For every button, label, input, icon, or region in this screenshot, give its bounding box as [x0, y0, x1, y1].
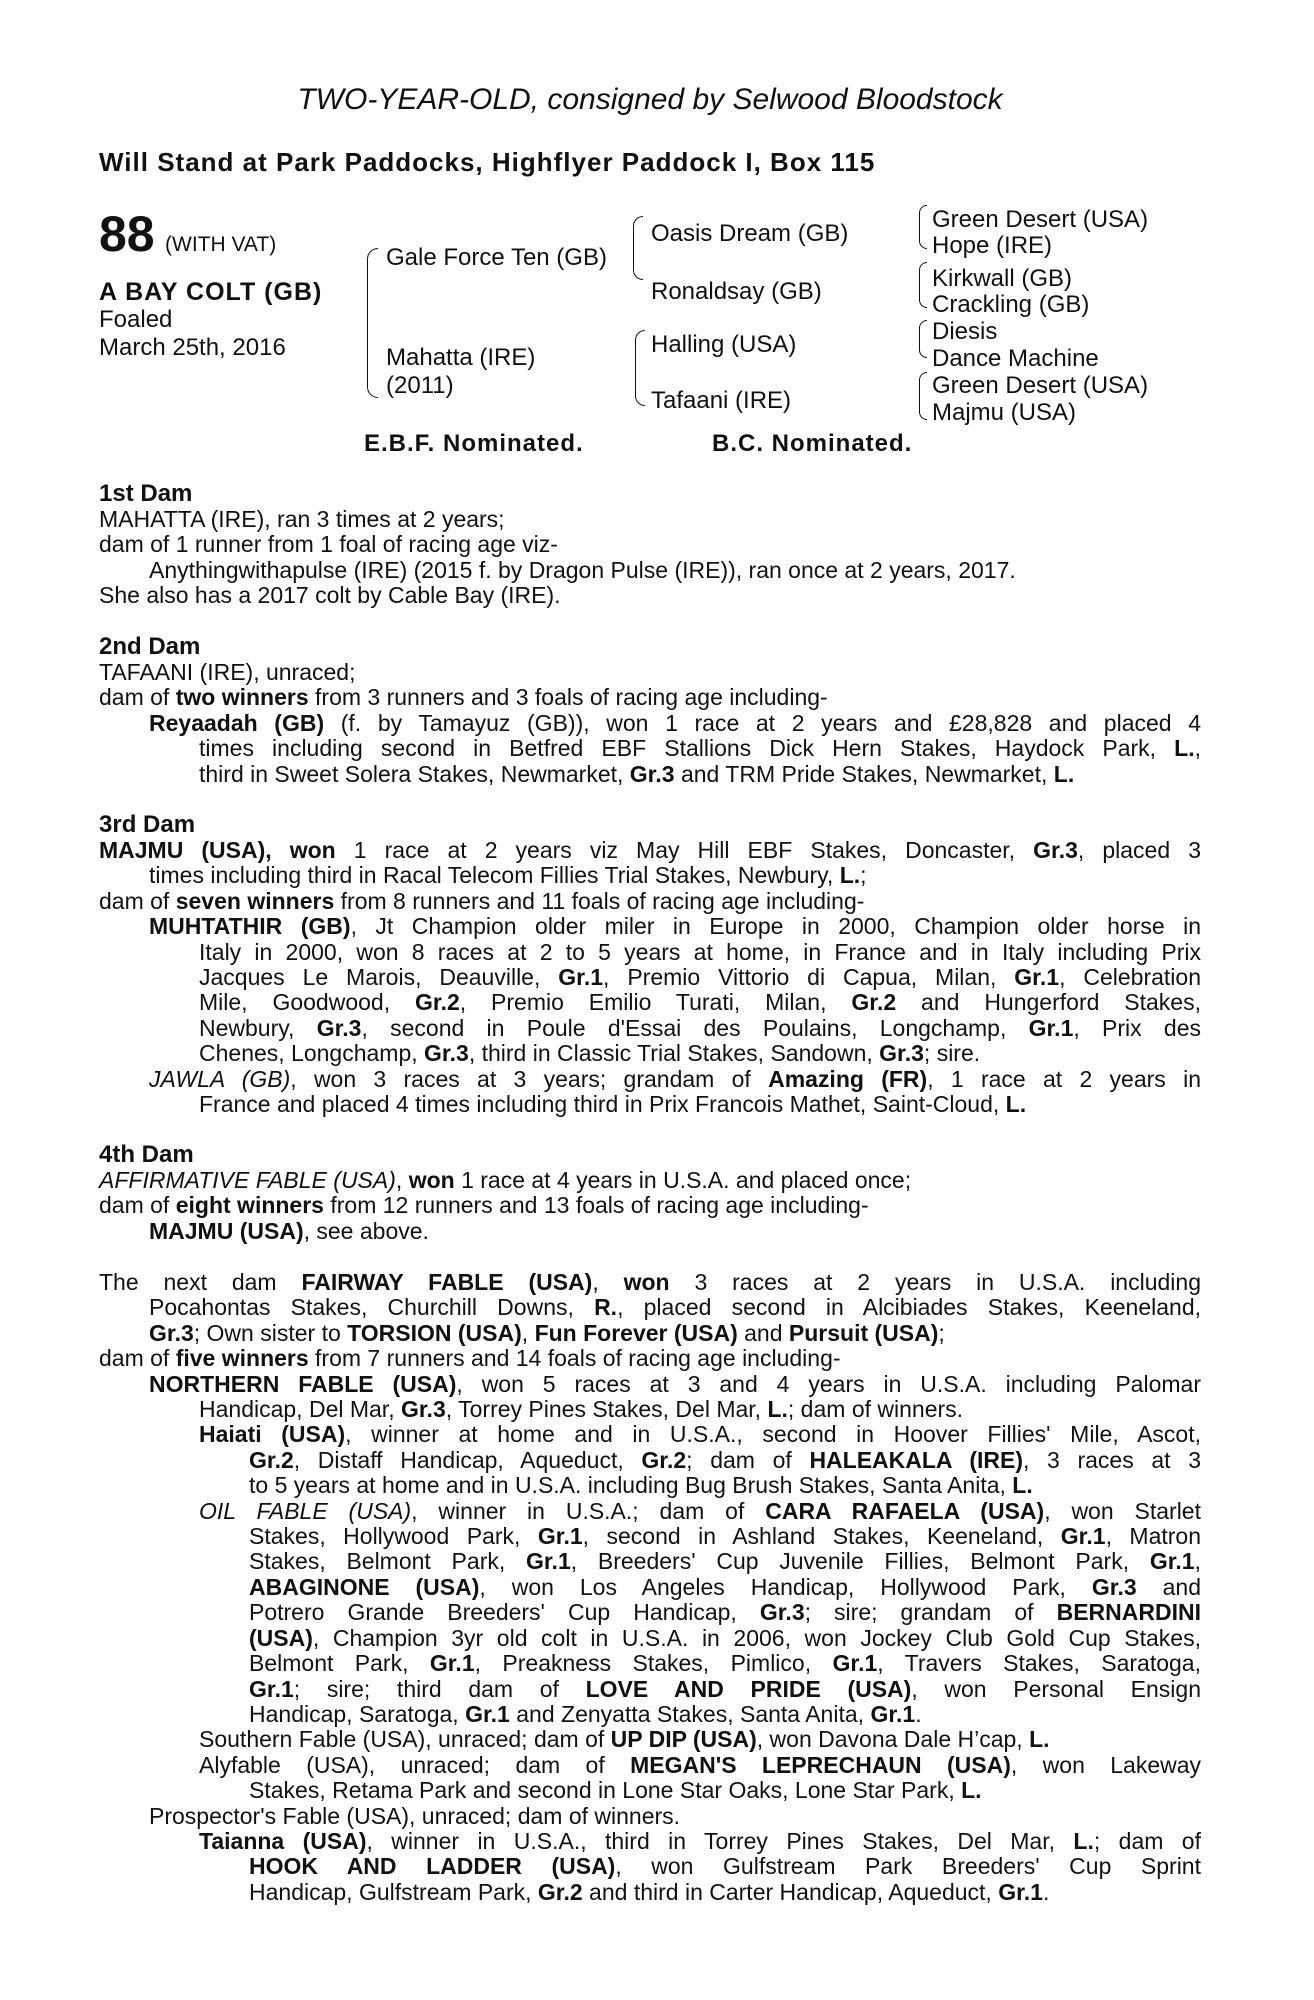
foaled-label: Foaled — [99, 306, 173, 333]
next-dam-section — [99, 1270, 1201, 1905]
lot-number: 88 — [99, 206, 155, 262]
lot-vat: (WITH VAT) — [165, 233, 277, 256]
pedigree-bracket-g1 — [919, 205, 927, 249]
pedigree-bracket-dam — [635, 330, 645, 406]
third-dam-produce: Newbury, Gr.3, second in Poule d'Essai des Poulains, Longchamp, Gr.1, Prix des — [199, 1014, 1201, 1041]
fourth-dam-heading: 4th Dam — [99, 1141, 194, 1168]
next-dam-line: Pocahontas Stakes, Churchill Downs, R., placed second in Alcibiades Stakes, Keeneland, — [149, 1294, 1201, 1321]
next-dam-produce: NORTHERN FABLE (USA), won 5 races at 3 and 4 years in U.S.A. including Palomar — [149, 1370, 1201, 1397]
page-title: TWO-YEAR-OLD, consigned by Selwood Bloodstock — [297, 83, 1003, 116]
pedigree-g8: Majmu (USA) — [932, 399, 1077, 426]
first-dam-line: MAHATTA (IRE), ran 3 times at 2 years; — [99, 506, 505, 532]
pedigree-g5: Diesis — [932, 318, 998, 345]
next-dam-produce: Southern Fable (USA), unraced; dam of UP DIP (USA), won Davona Dale H’cap, L. — [199, 1726, 1050, 1753]
next-dam-produce: (USA), Champion 3yr old colt in U.S.A. in 2006, won Jockey Club Gold Cup Stakes, — [249, 1624, 1201, 1651]
second-dam-line: TAFAANI (IRE), unraced; — [99, 659, 356, 685]
first-dam-line: dam of 1 runner from 1 foal of racing age viz- — [99, 531, 558, 558]
bc-nominated: B.C. Nominated. — [712, 430, 913, 457]
third-dam-produce: France and placed 4 times including third in Prix Francois Mathet, Saint-Cloud, L. — [199, 1091, 1027, 1118]
pedigree-bracket-main — [367, 248, 378, 398]
next-dam-produce: Gr.1; sire; third dam of LOVE AND PRIDE (USA), won Personal Ensign — [249, 1675, 1201, 1702]
second-dam-produce: Reyaadah (GB) (f. by Tamayuz (GB)), won 1 race at 2 years and £28,828 and placed 4 — [149, 709, 1201, 736]
next-dam-produce: Gr.2, Distaff Handicap, Aqueduct, Gr.2; dam of HALEAKALA (IRE), 3 races at 3 — [249, 1446, 1201, 1473]
third-dam-produce: MUHTATHIR (GB), Jt Champion older miler in Europe in 2000, Champion older horse in — [149, 913, 1201, 940]
third-dam-heading: 3rd Dam — [99, 811, 196, 838]
first-dam-heading: 1st Dam — [99, 480, 193, 507]
pedigree-dam-year: (2011) — [386, 372, 454, 399]
third-dam-produce: JAWLA (GB), won 3 races at 3 years; grandam of Amazing (FR), 1 race at 2 years in — [149, 1065, 1201, 1092]
pedigree-bracket-g4 — [919, 372, 927, 420]
stand-location: Will Stand at Park Paddocks, Highflyer Paddock I, Box 115 — [99, 147, 876, 177]
pedigree-g4: Crackling (GB) — [932, 291, 1090, 318]
pedigree-g6: Dance Machine — [932, 345, 1099, 372]
pedigree-sire: Gale Force Ten (GB) — [386, 244, 607, 271]
next-dam-produce: Alyfable (USA), unraced; dam of MEGAN'S LEPRECHAUN (USA), won Lakeway — [199, 1751, 1202, 1778]
horse-name: A BAY COLT (GB) — [99, 278, 323, 306]
first-dam-section — [99, 481, 1201, 609]
next-dam-produce: to 5 years at home and in U.S.A. including Bug Brush Stakes, Santa Anita, L. — [249, 1472, 1033, 1499]
next-dam-produce: Stakes, Hollywood Park, Gr.1, second in Ashland Stakes, Keeneland, Gr.1, Matron — [249, 1523, 1201, 1550]
pedigree-g7: Green Desert (USA) — [932, 372, 1149, 399]
pedigree-bracket-g2 — [919, 262, 927, 308]
next-dam-produce: Taianna (USA), winner in U.S.A., third in Torrey Pines Stakes, Del Mar, L.; dam of — [199, 1827, 1201, 1854]
next-dam-produce: OIL FABLE (USA), winner in U.S.A.; dam of CARA RAFAELA (USA), won Starlet — [199, 1497, 1201, 1524]
pedigree-bracket-sire — [633, 216, 643, 280]
third-dam-line: dam of seven winners from 8 runners and 11 foals of racing age including- — [99, 887, 865, 914]
first-dam-produce: Anythingwithapulse (IRE) (2015 f. by Dragon Pulse (IRE)), ran once at 2 years, 2017. — [149, 556, 1016, 583]
first-dam-line: She also has a 2017 colt by Cable Bay (IRE). — [99, 582, 561, 609]
third-dam-section — [99, 812, 1201, 1117]
third-dam-produce: Jacques Le Marois, Deauville, Gr.1, Premio Vittorio di Capua, Milan, Gr.1, Celebration — [199, 964, 1201, 991]
third-dam-line: times including third in Racal Telecom Fillies Trial Stakes, Newbury, L.; — [149, 862, 867, 889]
fourth-dam-line: AFFIRMATIVE FABLE (USA), won 1 race at 4 years in U.S.A. and placed once; — [99, 1167, 912, 1193]
second-dam-section — [99, 634, 1201, 787]
pedigree-bracket-g3 — [919, 320, 927, 358]
next-dam-produce: Handicap, Gulfstream Park, Gr.2 and third in Carter Handicap, Aqueduct, Gr.1. — [249, 1878, 1050, 1905]
second-dam-produce: times including second in Betfred EBF Stallions Dick Hern Stakes, Haydock Park, L., — [199, 735, 1201, 762]
pedigree-g2: Hope (IRE) — [932, 232, 1053, 259]
next-dam-produce: Stakes, Retama Park and second in Lone Star Oaks, Lone Star Park, L. — [249, 1777, 982, 1804]
second-dam-line: dam of two winners from 3 runners and 3 foals of racing age including- — [99, 684, 828, 711]
second-dam-heading: 2nd Dam — [99, 633, 201, 660]
pedigree-dam: Mahatta (IRE) — [386, 344, 536, 371]
next-dam-produce: ABAGINONE (USA), won Los Angeles Handicap, Hollywood Park, Gr.3 and — [249, 1573, 1201, 1600]
fourth-dam-line: dam of eight winners from 12 runners and 13 foals of racing age including- — [99, 1192, 869, 1219]
fourth-dam-produce: MAJMU (USA), see above. — [149, 1217, 429, 1244]
pedigree-dam-dam: Tafaani (IRE) — [651, 387, 792, 414]
next-dam-produce: Handicap, Saratoga, Gr.1 and Zenyatta Stakes, Santa Anita, Gr.1. — [249, 1700, 922, 1727]
third-dam-produce: Mile, Goodwood, Gr.2, Premio Emilio Turati, Milan, Gr.2 and Hungerford Stakes, — [199, 989, 1201, 1016]
next-dam-produce: Handicap, Del Mar, Gr.3, Torrey Pines Stakes, Del Mar, L.; dam of winners. — [199, 1396, 964, 1423]
pedigree-dam-sire: Halling (USA) — [651, 331, 797, 358]
third-dam-line: MAJMU (USA), won 1 race at 2 years viz May Hill EBF Stakes, Doncaster, Gr.3, placed 3 — [99, 837, 1201, 863]
pedigree-sire-sire: Oasis Dream (GB) — [651, 220, 849, 247]
next-dam-produce: Belmont Park, Gr.1, Preakness Stakes, Pimlico, Gr.1, Travers Stakes, Saratoga, — [249, 1650, 1201, 1677]
next-dam-line: dam of five winners from 7 runners and 14 foals of racing age including- — [99, 1345, 841, 1372]
next-dam-line: Gr.3; Own sister to TORSION (USA), Fun Forever (USA) and Pursuit (USA); — [149, 1319, 945, 1346]
pedigree-g1: Green Desert (USA) — [932, 206, 1149, 233]
third-dam-produce: Italy in 2000, won 8 races at 2 to 5 years at home, in France and in Italy including Prix — [199, 938, 1201, 965]
third-dam-produce: Chenes, Longchamp, Gr.3, third in Classic Trial Stakes, Sandown, Gr.3; sire. — [199, 1040, 981, 1067]
next-dam-line: The next dam FAIRWAY FABLE (USA), won 3 races at 2 years in U.S.A. including — [99, 1269, 1201, 1295]
next-dam-produce: Stakes, Belmont Park, Gr.1, Breeders' Cup Juvenile Fillies, Belmont Park, Gr.1, — [249, 1548, 1201, 1575]
foaled-date: March 25th, 2016 — [99, 334, 286, 361]
next-dam-produce: Prospector's Fable (USA), unraced; dam of winners. — [149, 1802, 681, 1829]
pedigree-g3: Kirkwall (GB) — [932, 265, 1073, 292]
second-dam-produce: third in Sweet Solera Stakes, Newmarket, Gr.3 and TRM Pride Stakes, Newmarket, L. — [199, 760, 1075, 787]
pedigree-sire-dam: Ronaldsay (GB) — [651, 278, 822, 305]
next-dam-produce: Potrero Grande Breeders' Cup Handicap, Gr.3; sire; grandam of BERNARDINI — [249, 1599, 1201, 1626]
fourth-dam-section — [99, 1142, 1201, 1244]
ebf-nominated: E.B.F. Nominated. — [364, 430, 584, 457]
next-dam-produce: HOOK AND LADDER (USA), won Gulfstream Park Breeders' Cup Sprint — [249, 1853, 1201, 1880]
next-dam-produce: Haiati (USA), winner at home and in U.S.A., second in Hoover Fillies' Mile, Ascot, — [199, 1421, 1201, 1448]
